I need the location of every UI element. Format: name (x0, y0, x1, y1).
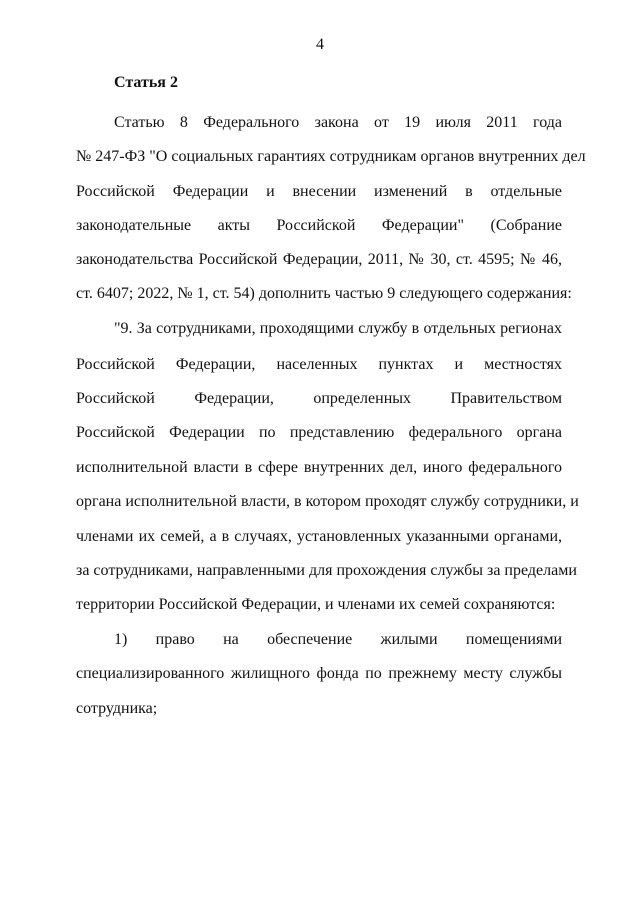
text-line: № 247-ФЗ "О социальных гарантиях сотрудникам органов внутренних дел (76, 148, 586, 165)
text-line: Статью 8 Федерального закона от 19 июля 2011 года (114, 114, 562, 131)
text-line: Российской Федерации, населенных пунктах и местностях (76, 356, 562, 373)
text-line: исполнительной власти в сфере внутренних дел, иного федерального (76, 459, 562, 476)
text-line: сотрудника; (76, 700, 158, 717)
text-line: законодательства Российской Федерации, 2011, № 30, ст. 4595; № 46, (76, 251, 562, 268)
text-line: специализированного жилищного фонда по прежнему месту службы (76, 665, 562, 682)
text-line: Российской Федерации, определенных Правительством (76, 390, 562, 407)
text-line: членами их семей, а в случаях, установленных указанными органами, (76, 528, 562, 545)
text-line: законодательные акты Российской Федерации" (Собрание (76, 217, 562, 234)
text-line: Российской Федерации и внесении изменений в отдельные (76, 183, 562, 200)
text-line: Российской Федерации по представлению федерального органа (76, 424, 562, 441)
text-line: "9. За сотрудниками, проходящими службу в отдельных регионах (114, 320, 562, 337)
text-line: ст. 6407; 2022, № 1, ст. 54) дополнить частью 9 следующего содержания: (76, 285, 572, 302)
text-line: органа исполнительной власти, в котором проходят службу сотрудники, и (76, 493, 579, 510)
text-line: территории Российской Федерации, и членами их семей сохраняются: (76, 596, 556, 613)
article-heading: Статья 2 (114, 74, 178, 91)
page-number: 4 (316, 36, 324, 53)
text-line: за сотрудниками, направленными для прохождения службы за пределами (76, 562, 577, 579)
text-line: 1) право на обеспечение жилыми помещениями (114, 631, 562, 648)
